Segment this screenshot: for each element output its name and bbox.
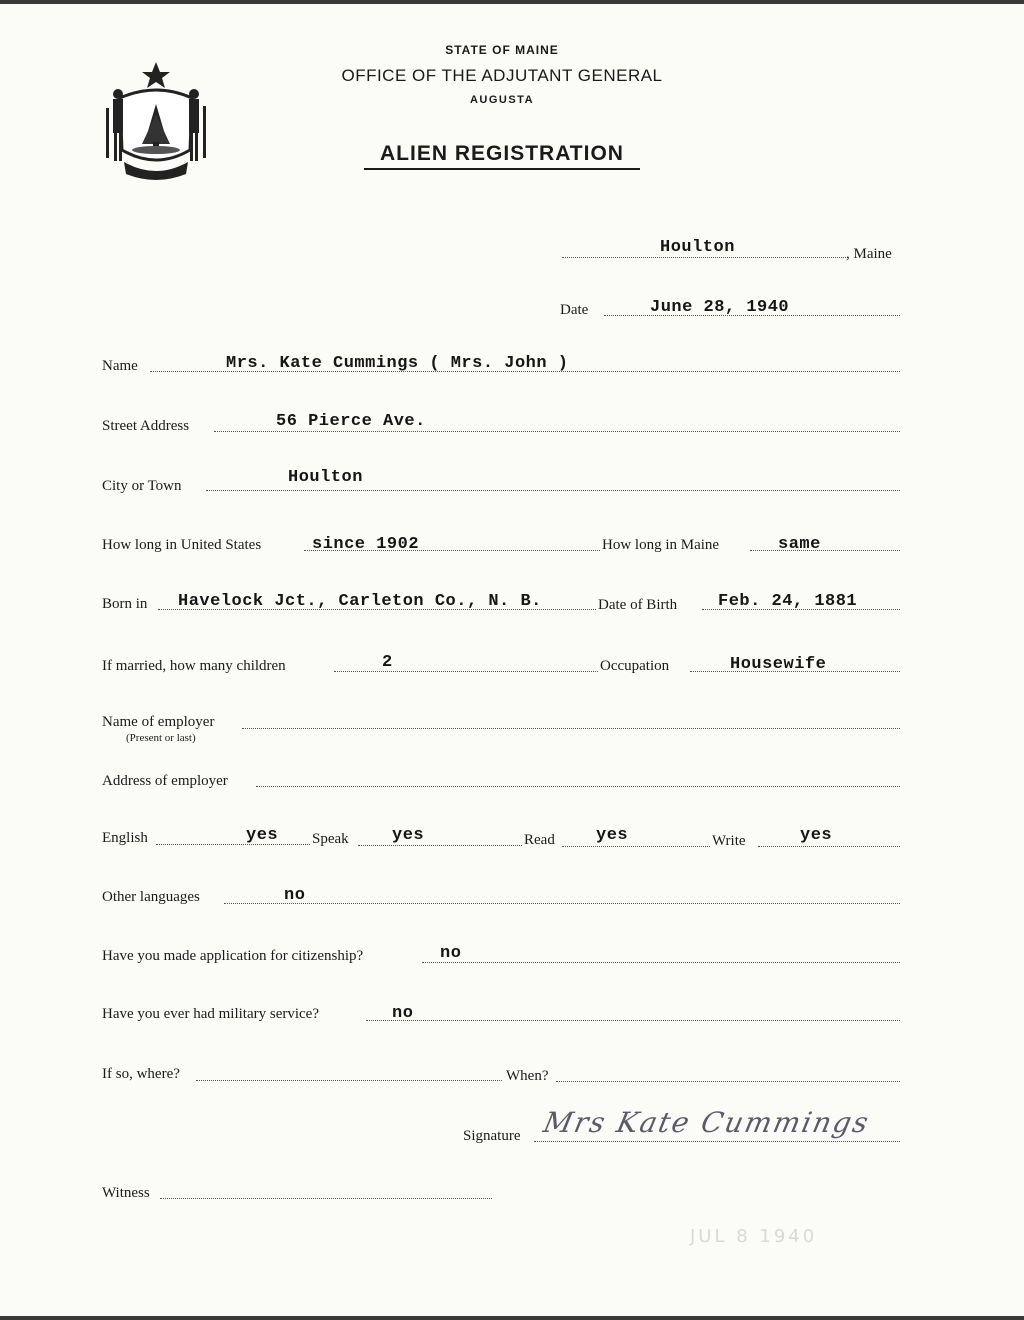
- military-line: [366, 1020, 900, 1021]
- write-label: Write: [712, 833, 746, 849]
- write-value: yes: [800, 826, 833, 845]
- english-label: English: [102, 830, 148, 846]
- english-line: [156, 844, 310, 845]
- handwritten-signature: Mrs Kate Cummings: [540, 1106, 874, 1139]
- employer-label: Name of employer: [102, 714, 215, 730]
- maine-time-label: How long in Maine: [602, 537, 720, 553]
- city-line: [206, 490, 900, 491]
- read-label: Read: [524, 832, 555, 848]
- speak-line: [358, 845, 522, 846]
- scan-edge-top: [0, 0, 1024, 4]
- place-value: Houlton: [660, 238, 735, 257]
- us-time-label: How long in United States: [102, 537, 262, 553]
- employer-sublabel: (Present or last): [126, 732, 196, 744]
- witness-label: Witness: [102, 1185, 150, 1201]
- header-office: OFFICE OF THE ADJUTANT GENERAL: [341, 66, 663, 85]
- place-suffix: , Maine: [846, 246, 892, 262]
- dob-label: Date of Birth: [598, 597, 678, 613]
- speak-value: yes: [392, 826, 425, 845]
- citizenship-value: no: [440, 944, 462, 963]
- header-state: STATE OF MAINE: [445, 43, 559, 57]
- where-line: [196, 1080, 502, 1081]
- received-stamp: JUL 8 1940: [690, 1226, 818, 1247]
- when-label: When?: [506, 1068, 549, 1084]
- title-underline: [364, 168, 640, 170]
- name-value: Mrs. Kate Cummings ( Mrs. John ): [226, 354, 569, 373]
- form-title: ALIEN REGISTRATION: [380, 142, 624, 165]
- us-time-value: since 1902: [312, 535, 420, 554]
- city-label: City or Town: [102, 478, 182, 494]
- occupation-label: Occupation: [600, 658, 670, 674]
- street-value: 56 Pierce Ave.: [276, 412, 426, 431]
- read-value: yes: [596, 826, 629, 845]
- signature-line: [534, 1141, 900, 1142]
- employer-address-line: [256, 786, 900, 787]
- when-line: [556, 1081, 900, 1082]
- dob-value: Feb. 24, 1881: [718, 592, 858, 611]
- speak-label: Speak: [312, 831, 349, 847]
- other-languages-line: [224, 903, 900, 904]
- children-value: 2: [382, 653, 393, 672]
- children-line: [334, 671, 598, 672]
- signature-label: Signature: [463, 1128, 521, 1144]
- write-line: [758, 846, 900, 847]
- other-languages-value: no: [284, 886, 306, 905]
- english-value: yes: [246, 826, 279, 845]
- maine-time-value: same: [778, 535, 821, 554]
- maine-time-line: [750, 550, 900, 551]
- date-value: June 28, 1940: [650, 298, 790, 317]
- children-label: If married, how many children: [102, 658, 286, 674]
- place-line: [562, 257, 846, 258]
- occupation-value: Housewife: [730, 655, 827, 674]
- witness-line: [160, 1198, 492, 1199]
- employer-line: [242, 728, 900, 729]
- scan-edge-bottom: [0, 1316, 1024, 1320]
- born-value: Havelock Jct., Carleton Co., N. B.: [178, 592, 542, 611]
- military-value: no: [392, 1004, 414, 1023]
- where-label: If so, where?: [102, 1066, 180, 1082]
- born-label: Born in: [102, 596, 148, 612]
- military-label: Have you ever had military service?: [102, 1006, 319, 1022]
- employer-address-label: Address of employer: [102, 773, 228, 789]
- other-languages-label: Other languages: [102, 889, 200, 905]
- city-value: Houlton: [288, 468, 363, 487]
- header-city: AUGUSTA: [469, 94, 535, 106]
- date-label: Date: [560, 302, 589, 318]
- street-line: [214, 431, 900, 432]
- read-line: [562, 846, 710, 847]
- citizenship-line: [422, 962, 900, 963]
- name-label: Name: [102, 358, 138, 374]
- citizenship-label: Have you made application for citizenship?: [102, 948, 364, 964]
- street-label: Street Address: [102, 418, 190, 434]
